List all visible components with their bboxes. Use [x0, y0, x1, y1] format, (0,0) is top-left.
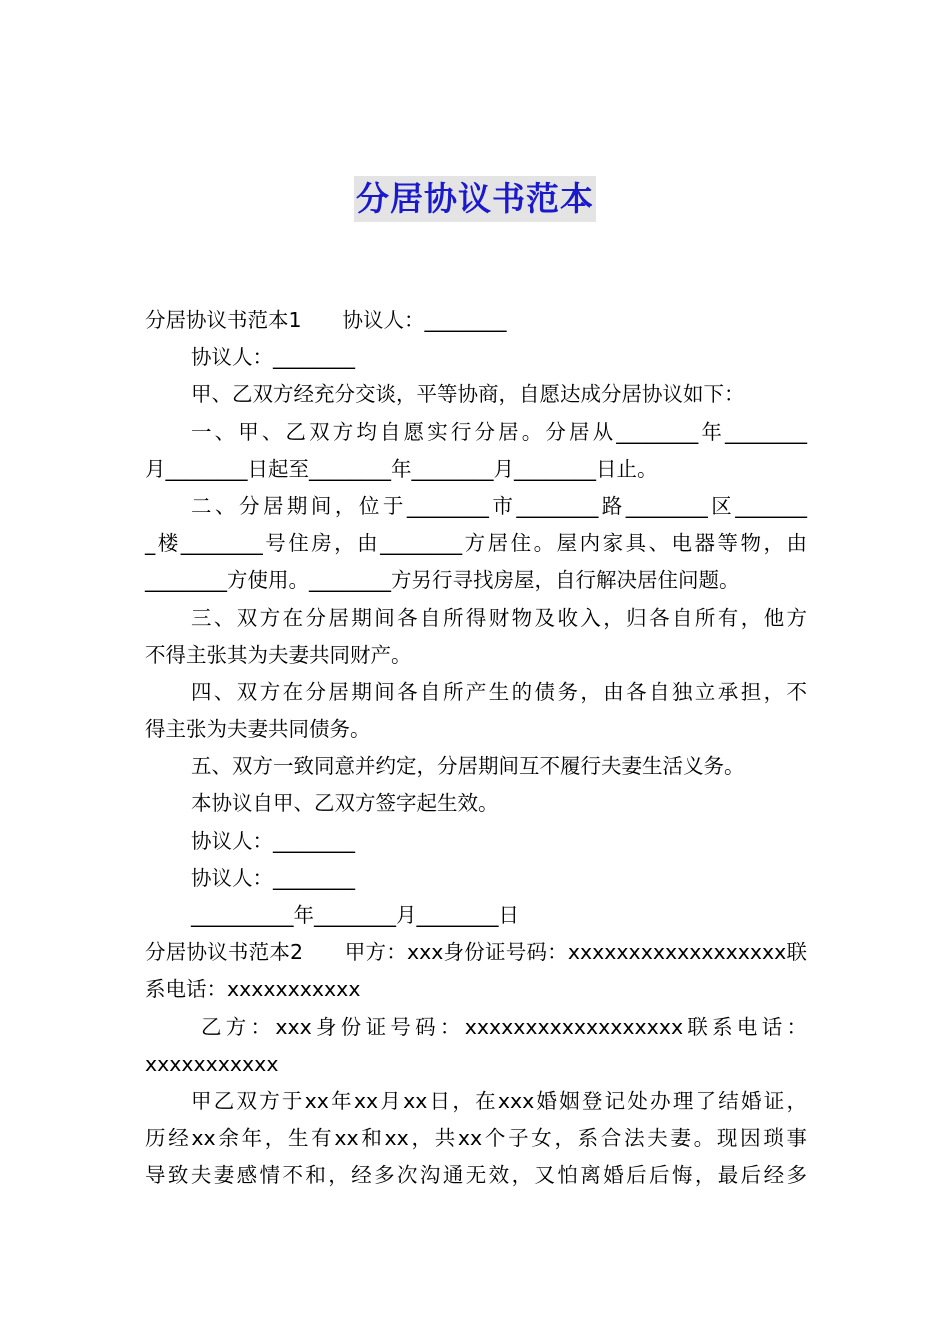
signature-line: 协议人：________ [191, 828, 355, 853]
date-line: __________年________月________日 [191, 903, 519, 927]
paragraph-line: 甲乙双方于xx年xx月xx日，在xxx婚姻登记处办理了结婚证， [191, 1088, 807, 1113]
paragraph-line: 五、双方一致同意并约定，分居期间互不履行夫妻生活义务。 [191, 754, 745, 779]
paragraph-line: 系电话：xxxxxxxxxxx [145, 977, 361, 1002]
paragraph-line: 得主张为夫妻共同债务。 [145, 717, 371, 742]
paragraph-line: 月________日起至________年________月________日止。 [145, 456, 658, 481]
paragraph-line: 分居协议书范本1 协议人：________ [145, 308, 507, 332]
title-container [0, 176, 950, 222]
paragraph-line: _楼________号住房，由________方居住。屋内家具、电器等物，由 [145, 531, 807, 556]
paragraph-line: 历经xx余年，生有xx和xx，共xx个子女，系合法夫妻。现因琐事 [145, 1126, 807, 1151]
paragraph-line: 一、甲、乙双方均自愿实行分居。分居从________年________ [191, 419, 807, 444]
signature-line: 协议人：________ [191, 865, 355, 890]
paragraph-line: 甲、乙双方经充分交谈，平等协商，自愿达成分居协议如下： [191, 382, 745, 407]
paragraph-line: xxxxxxxxxxx [145, 1051, 279, 1076]
document-body [145, 302, 807, 1195]
document-title: 分居协议书范本 [354, 176, 596, 222]
paragraph-line: 本协议自甲、乙双方签字起生效。 [191, 791, 499, 816]
paragraph-line: 三、双方在分居期间各自所得财物及收入，归各自所有，他方 [191, 605, 807, 630]
paragraph-line: 乙方：xxx身份证号码：xxxxxxxxxxxxxxxxxx联系电话： [201, 1014, 807, 1039]
paragraph-line: 导致夫妻感情不和，经多次沟通无效，又怕离婚后后悔，最后经多 [145, 1163, 807, 1188]
paragraph-line: 不得主张其为夫妻共同财产。 [145, 642, 412, 667]
paragraph-line: 二、分居期间，位于________市________路________区_______ [191, 493, 807, 518]
paragraph-line: 四、双方在分居期间各自所产生的债务，由各自独立承担，不 [191, 679, 807, 704]
paragraph-line: 协议人：________ [191, 345, 355, 370]
paragraph-line: 分居协议书范本2 甲方：xxx身份证号码：xxxxxxxxxxxxxxxxxx联 [145, 940, 807, 965]
paragraph-line: ________方使用。________方另行寻找房屋，自行解决居住问题。 [145, 568, 740, 593]
